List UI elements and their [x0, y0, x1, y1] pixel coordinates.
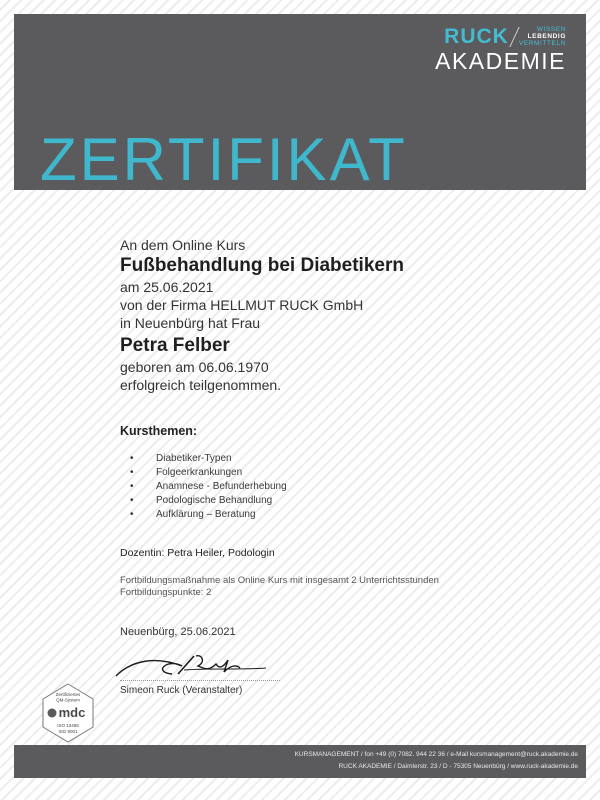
badge-line2: QM-System — [56, 697, 80, 703]
company-text: von der Firma HELLMUT RUCK GmbH — [120, 297, 364, 313]
footer-contact: KURSMANAGEMENT / fon +49 (0) 7082. 944 22 36 / e-Mail kursmanagement@ruck.akademie.de — [294, 751, 578, 758]
footer-address: RUCK AKADEMIE / Daimlerstr. 23 / D - 75305 Neuenbürg / www.ruck-akademie.de — [338, 763, 578, 770]
ruck-akademie-logo — [416, 26, 566, 73]
badge-iso2: ISO 9001 — [58, 729, 78, 734]
course-date: am 25.06.2021 — [120, 279, 214, 295]
list-item: • Anamnese - Befunderhebung — [130, 480, 287, 493]
list-item: • Folgeerkrankungen — [130, 466, 287, 479]
header-banner — [14, 14, 586, 193]
list-item: • Podologische Behandlung — [130, 494, 287, 507]
list-item: • Diabetiker-Typen — [130, 452, 287, 465]
topics-list — [130, 452, 287, 522]
training-points: Fortbildungspunkte: 2 — [120, 587, 212, 598]
logo-tagline: WISSEN LEBENDIG VERMITTELN — [518, 26, 566, 47]
certificate-title: ZERTIFIKAT — [40, 126, 408, 193]
completion-text: erfolgreich teilgenommen. — [120, 377, 282, 393]
signer-name: Simeon Ruck (Veranstalter) — [120, 685, 243, 696]
badge-iso1: ISO 13485 — [57, 723, 79, 728]
qm-certification-badge — [38, 683, 98, 743]
place-date: Neuenbürg, 25.06.2021 — [120, 626, 236, 638]
participant-name: Petra Felber — [120, 335, 230, 356]
course-name: Fußbehandlung bei Diabetikern — [120, 255, 404, 276]
intro-text: An dem Online Kurs — [120, 237, 246, 253]
signature-line — [120, 680, 280, 681]
logo-subtitle: AKADEMIE — [435, 48, 566, 74]
badge-line1: Zertifiziertes — [55, 692, 81, 697]
footer-bar — [14, 745, 586, 778]
training-hours: Fortbildungsmaßnahme als Online Kurs mit insgesamt 2 Unterrichtsstunden — [120, 575, 439, 586]
logo-brand: RUCK — [444, 24, 509, 48]
signature-image — [112, 648, 272, 682]
badge-emblem-icon — [48, 709, 57, 718]
lecturer-text: Dozentin: Petra Heiler, Podologin — [120, 547, 275, 559]
birth-date: geboren am 06.06.1970 — [120, 359, 269, 375]
topics-heading: Kursthemen: — [120, 424, 198, 438]
location-text: in Neuenbürg hat Frau — [120, 315, 261, 331]
badge-brand: mdc — [58, 705, 86, 720]
list-item: • Aufklärung – Beratung — [130, 508, 287, 521]
certificate-body — [120, 236, 560, 394]
